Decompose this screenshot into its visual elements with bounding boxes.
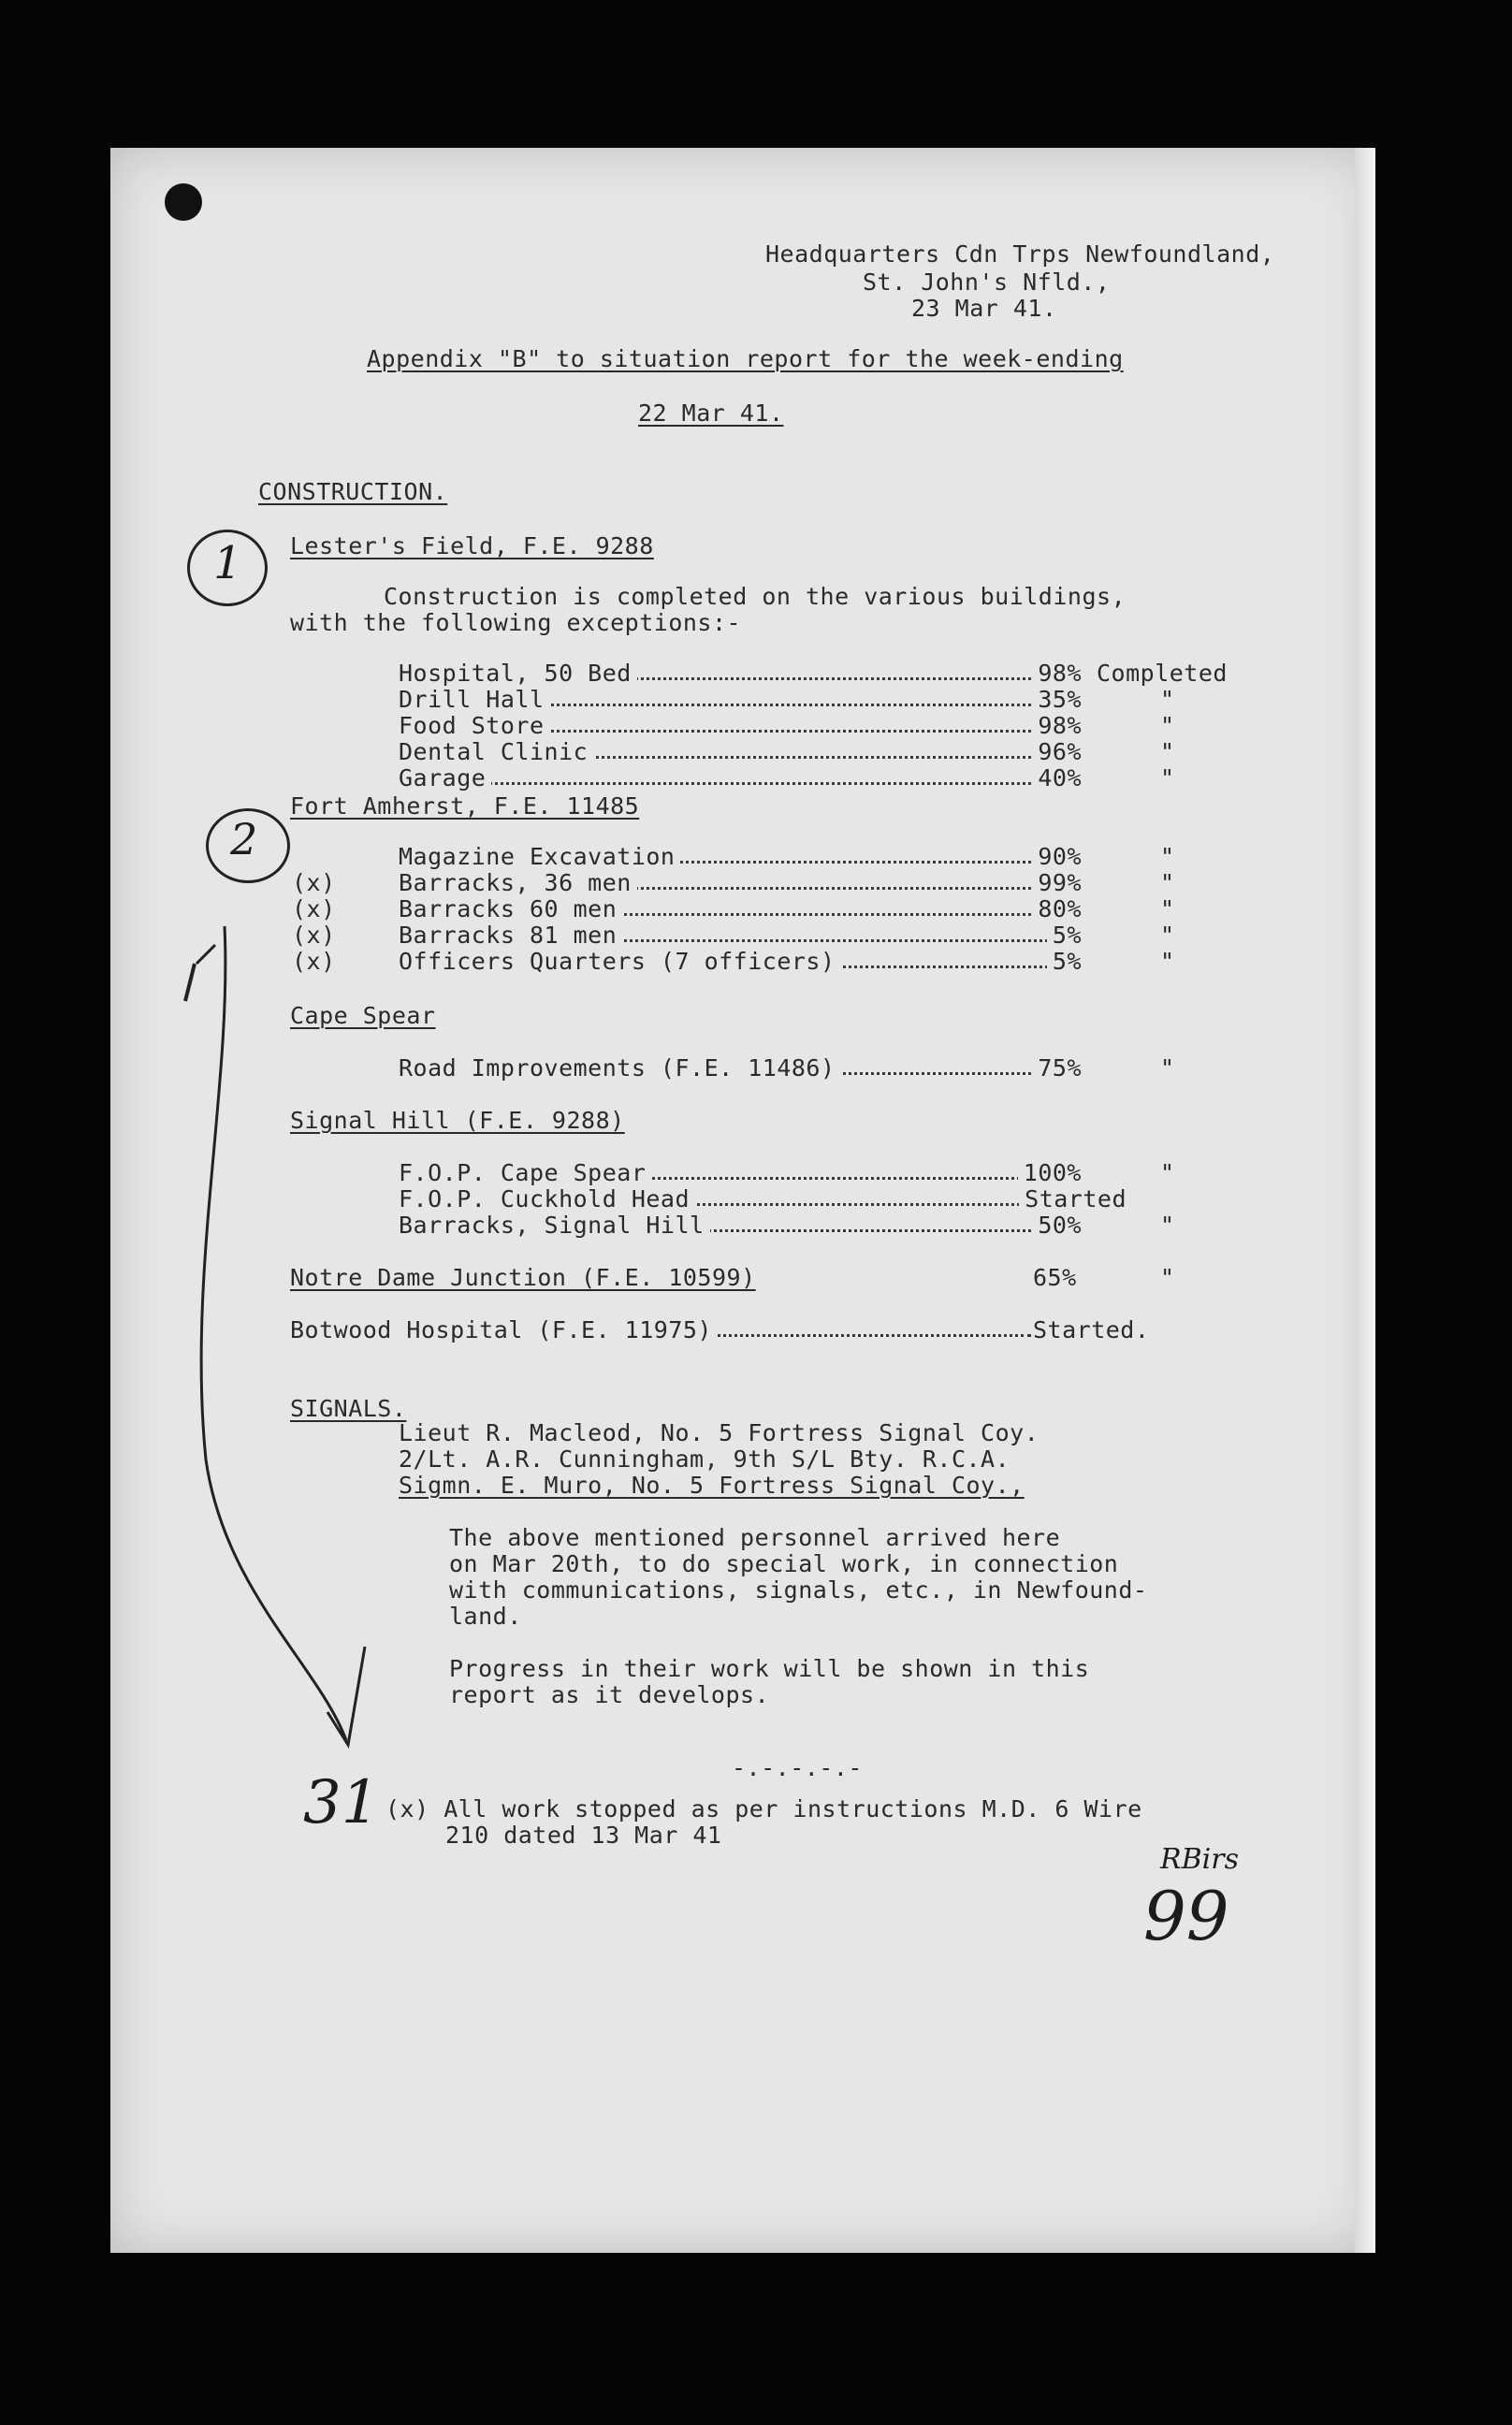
footnote-line-2: 210 dated 13 Mar 41 [445, 1822, 722, 1849]
construction-heading: CONSTRUCTION. [258, 478, 448, 505]
handwritten-initials: RBirs [1160, 1843, 1239, 1876]
header-line-2: St. John's Nfld., [863, 269, 1111, 296]
list-item: Road Improvements (F.E. 11486) 75% [399, 1054, 1082, 1082]
ditto-mark: " [1160, 1212, 1175, 1239]
fort-amherst-title: Fort Amherst, F.E. 11485 [290, 792, 640, 820]
para-line: with communications, signals, etc., in Newfound- [449, 1576, 1148, 1604]
header-line-1: Headquarters Cdn Trps Newfoundland, [765, 240, 1275, 268]
punch-hole [165, 183, 202, 221]
list-item: Barracks, 36 men 99% [399, 869, 1082, 896]
handwritten-1: 1 [213, 537, 242, 589]
list-item: Hospital, 50 Bed 98% [399, 660, 1082, 687]
ditto-mark: " [1160, 738, 1175, 765]
para-line: report as it develops. [449, 1681, 770, 1708]
separator: -.-.-.-.- [732, 1754, 863, 1781]
para-line: on Mar 20th, to do special work, in connection [449, 1550, 1119, 1577]
personnel-line: Lieut R. Macleod, No. 5 Fortress Signal Coy. [399, 1419, 1040, 1446]
para-line: land. [449, 1603, 522, 1630]
signal-hill-title: Signal Hill (F.E. 9288) [290, 1107, 625, 1134]
list-item: F.O.P. Cuckhold Head Started [399, 1185, 1127, 1212]
ditto-mark: " [1160, 712, 1175, 739]
notre-dame-title: Notre Dame Junction (F.E. 10599) [290, 1264, 756, 1291]
list-item: Magazine Excavation 90% [399, 843, 1082, 870]
handwritten-page-number: 99 [1143, 1877, 1229, 1955]
ditto-mark: " [1160, 1264, 1175, 1291]
list-item: Officers Quarters (7 officers) 5% [399, 948, 1082, 975]
footnote-mark: (x) [292, 869, 336, 896]
para-line: Progress in their work will be shown in this [449, 1655, 1090, 1682]
list-item: Dental Clinic 96% [399, 738, 1082, 765]
handwritten-2: 2 [230, 814, 258, 864]
notre-dame-value: 65% [1033, 1264, 1077, 1291]
list-item: Drill Hall 35% [399, 686, 1082, 713]
list-item: F.O.P. Cape Spear 100% [399, 1159, 1082, 1186]
ditto-mark: " [1160, 869, 1175, 896]
header-line-3: 23 Mar 41. [911, 295, 1057, 322]
list-item: Food Store 98% [399, 712, 1082, 739]
personnel-line: 2/Lt. A.R. Cunningham, 9th S/L Bty. R.C.A. [399, 1445, 1010, 1473]
title-line-2: 22 Mar 41. [638, 399, 784, 427]
footnote-mark: (x) [292, 948, 336, 975]
handwritten-margin-number: 31 [303, 1768, 380, 1837]
list-item: Botwood Hospital (F.E. 11975) [290, 1317, 1031, 1343]
page-edge [1355, 148, 1375, 2253]
ditto-mark: " [1160, 843, 1175, 870]
lesters-intro-1: Construction is completed on the various buildings, [384, 583, 1127, 610]
list-item: Barracks 60 men 80% [399, 895, 1082, 922]
cape-spear-title: Cape Spear [290, 1002, 436, 1029]
ditto-mark: " [1160, 1054, 1175, 1082]
ditto-mark: " [1160, 922, 1175, 949]
ditto-mark: " [1160, 895, 1175, 922]
status-text: Completed [1097, 660, 1228, 687]
lesters-intro-2: with the following exceptions:- [290, 609, 742, 636]
ditto-mark: " [1160, 686, 1175, 713]
list-item: Barracks 81 men 5% [399, 922, 1082, 949]
ditto-mark: " [1160, 1159, 1175, 1186]
ditto-mark: " [1160, 948, 1175, 975]
footnote-mark: (x) [292, 922, 336, 949]
botwood-value: Started. [1033, 1316, 1150, 1343]
lesters-field-title: Lester's Field, F.E. 9288 [290, 532, 654, 559]
para-line: The above mentioned personnel arrived here [449, 1524, 1061, 1551]
title-line-1: Appendix "B" to situation report for the week-ending [367, 345, 1124, 372]
list-item: Garage 40% [399, 764, 1082, 791]
list-item: Barracks, Signal Hill 50% [399, 1212, 1082, 1239]
ditto-mark: " [1160, 764, 1175, 791]
signals-heading: SIGNALS. [290, 1395, 407, 1422]
footnote-line-1: (x) All work stopped as per instructions M.D. 6 Wire [385, 1795, 1142, 1822]
personnel-line: Sigmn. E. Muro, No. 5 Fortress Signal Coy., [399, 1472, 1025, 1499]
footnote-mark: (x) [292, 895, 336, 922]
